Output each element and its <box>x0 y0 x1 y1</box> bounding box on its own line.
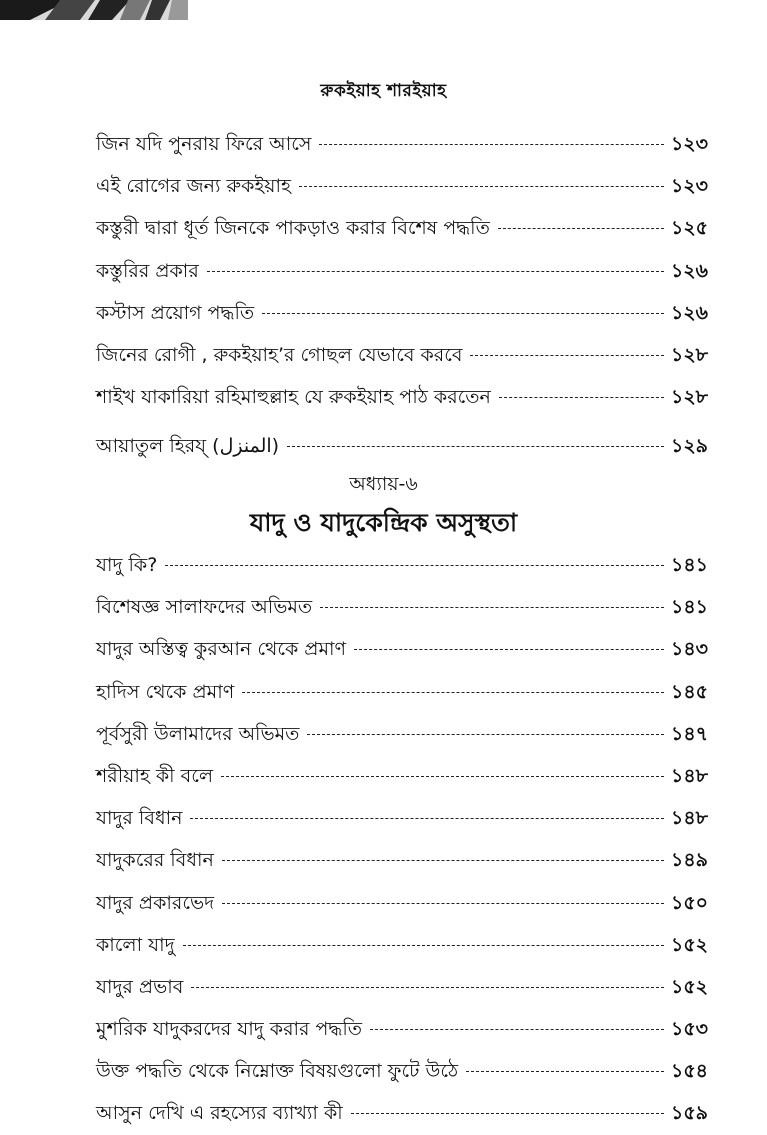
toc-entry[interactable] <box>96 123 708 165</box>
dot-leader <box>191 987 664 988</box>
toc-entry[interactable] <box>96 671 708 713</box>
toc-entry[interactable] <box>96 713 708 755</box>
toc-entry-page: ১৪৮ <box>671 764 708 787</box>
toc-entry-title: যাদুর বিধান <box>96 807 183 830</box>
toc-entry-title: কস্তুরির প্রকার <box>96 259 199 282</box>
toc-entry-page: ১৪১ <box>671 554 708 576</box>
toc-entry-page: ১৫২ <box>670 933 708 956</box>
dot-leader <box>319 144 664 145</box>
toc-entry-title: হাদিস থেকে প্রমাণ <box>96 680 235 703</box>
toc-entry[interactable] <box>96 292 708 334</box>
toc-entry-page: ১৪৯ <box>671 849 708 872</box>
dot-leader <box>190 818 664 819</box>
dot-leader <box>165 565 664 566</box>
toc-entry[interactable] <box>96 882 708 924</box>
toc-entry-page: ১৪৩ <box>670 638 708 661</box>
toc-entry-title: যাদুর প্রভাব <box>96 975 184 998</box>
toc-entry[interactable] <box>96 418 708 474</box>
toc-entry-title: জিনের রোগী , রুকইয়াহ’র গোছল যেভাবে করবে <box>96 343 463 366</box>
dot-leader <box>299 186 664 187</box>
toc-entry-page: ১৪৭ <box>670 722 708 745</box>
toc-entry-title: যাদুর অস্তিত্ব কুরআন থেকে প্রমাণ <box>96 638 347 661</box>
dot-leader <box>242 692 664 693</box>
dot-leader <box>354 649 664 650</box>
toc-entry[interactable] <box>96 839 708 881</box>
corner-pattern-icon <box>0 0 188 20</box>
toc-entry-page: ১৫২ <box>670 975 708 998</box>
dot-leader <box>222 903 664 904</box>
toc-entry-title: মুশরিক যাদুকরদের যাদু করার পদ্ধতি <box>96 1018 363 1041</box>
dot-leader <box>499 397 664 398</box>
dot-leader <box>498 228 664 229</box>
toc-entry-title: বিশেষজ্ঞ সালাফদের অভিমত <box>96 596 313 619</box>
toc-entry-page: ১২৮ <box>670 343 708 366</box>
toc-entry-page: ১৪৫ <box>671 680 708 703</box>
toc-entry-page: ১২৩ <box>670 175 708 198</box>
toc-entry-title: জিন যদি পুনরায় ফিরে আসে <box>96 133 312 155</box>
toc-entry-title: উক্ত পদ্ধতি থেকে নিম্নোক্ত বিষয়গুলো ফুটে উঠে <box>96 1060 459 1083</box>
toc-entry-title: যাদুর প্রকারভেদ <box>96 891 215 914</box>
dot-leader <box>470 355 664 356</box>
toc-entry-title: কস্তুরী দ্বারা ধূর্ত জিনকে পাকড়াও করার বিশেষ পদ্ধতি <box>96 217 490 240</box>
toc-entry[interactable] <box>96 1092 708 1134</box>
dot-leader <box>466 1071 664 1072</box>
dot-leader <box>207 271 664 272</box>
toc-entry[interactable] <box>96 1008 708 1050</box>
running-head: রুকইয়াহ শারইয়াহ <box>320 81 447 101</box>
toc-entry[interactable] <box>96 544 708 586</box>
toc-entry-page: ১৫৩ <box>670 1018 708 1041</box>
toc-entry-title: আসুন দেখি এ রহস্যের ব্যাখ্যা কী <box>96 1102 343 1125</box>
toc-entry-page: ১৪১ <box>671 596 708 619</box>
dot-leader <box>183 945 664 946</box>
toc-entry[interactable] <box>96 1050 708 1092</box>
toc-entry[interactable] <box>96 586 708 628</box>
toc-entry-page: ১২৩ <box>670 133 708 155</box>
toc-entry-page: ১২৮ <box>670 386 708 409</box>
toc-entry-page: ১২৫ <box>670 217 708 240</box>
dot-leader <box>370 1029 664 1030</box>
toc-entry-page: ১২৯ <box>670 435 708 458</box>
toc-entry[interactable] <box>96 628 708 670</box>
toc-list-part1 <box>96 123 708 474</box>
toc-entry-page: ১৫০ <box>670 891 708 914</box>
dot-leader <box>320 607 664 608</box>
toc-entry-title: পূর্বসুরী উলামাদের অভিমত <box>96 722 300 745</box>
toc-entry-title: কস্টাস প্রয়োগ পদ্ধতি <box>96 301 255 324</box>
dot-leader <box>221 776 664 777</box>
toc-list-part2 <box>96 544 708 1135</box>
toc-entry-title: শাইখ যাকারিয়া রহিমাহুল্লাহ যে রুকইয়াহ পাঠ করতেন <box>96 386 491 409</box>
toc-entry-page: ১২৬ <box>670 301 708 324</box>
toc-entry-page: ১৫৯ <box>671 1102 708 1125</box>
toc-entry-page: ১২৬ <box>670 259 708 282</box>
dot-leader <box>262 313 664 314</box>
toc-entry[interactable] <box>96 966 708 1008</box>
toc-entry[interactable] <box>96 924 708 966</box>
chapter-title: যাদু ও যাদুকেন্দ্রিক অসুস্থতা <box>249 508 518 537</box>
toc-entry[interactable] <box>96 250 708 292</box>
toc-entry-title: এই রোগের জন্য রুকইয়াহ <box>96 175 291 198</box>
toc-entry-title: যাদুকরের বিধান <box>96 849 214 872</box>
chapter-label: অধ্যায়-৬ <box>349 473 418 495</box>
toc-entry-title: আয়াতুল হিরয্ (المنزل) <box>96 435 280 458</box>
toc-entry[interactable] <box>96 165 708 207</box>
toc-entry[interactable] <box>96 797 708 839</box>
dot-leader <box>351 1113 664 1114</box>
toc-entry-title: শরীয়াহ কী বলে <box>96 764 213 787</box>
dot-leader <box>307 734 664 735</box>
dot-leader <box>287 446 664 447</box>
toc-entry-page: ১৫৪ <box>671 1060 708 1083</box>
corner-decoration <box>0 0 188 20</box>
toc-entry-title: কালো যাদু <box>96 933 175 956</box>
toc-entry[interactable] <box>96 334 708 376</box>
toc-entry[interactable] <box>96 755 708 797</box>
toc-entry-page: ১৪৮ <box>671 807 708 830</box>
toc-entry-title: যাদু কি? <box>96 554 158 576</box>
toc-entry[interactable] <box>96 207 708 249</box>
dot-leader <box>222 860 664 861</box>
toc-entry[interactable] <box>96 376 708 418</box>
